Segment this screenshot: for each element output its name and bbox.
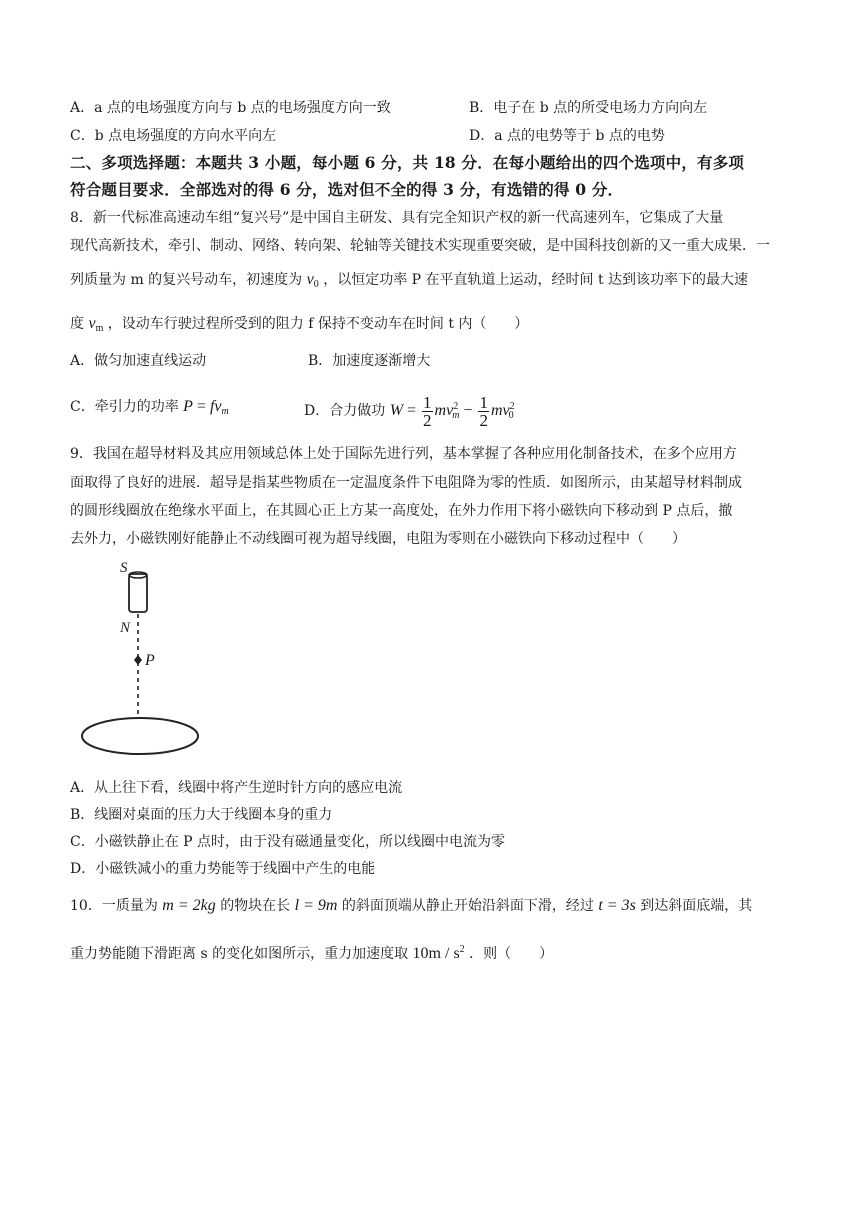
q10-stem-line1	[70, 896, 752, 916]
q8-line3-start: 列质量为 m 的复兴号动车，初速度为	[70, 272, 303, 288]
q9-stem-line1: 9．我国在超导材料及其应用领域总体上处于国际先进行列，基本掌握了各种应用化制备技术，在多个应用方	[70, 446, 737, 462]
q8-power-formula: $P = fv_m$	[183, 398, 229, 417]
section2-heading-line1: 二、多项选择题：本题共 3 小题，每小题 6 分，共 18 分．在每小题给出的四个选项中，有多项	[70, 153, 745, 172]
q8-line3-end: ，以恒定功率 P 在平直轨道上运动，经时间 t 达到该功率下的最大速	[323, 272, 749, 288]
q7-option-d: D．a 点的电势等于 b 点的电势	[469, 128, 665, 144]
section2-heading-line2: 符合题目要求．全部选对的得 6 分，选对但不全的得 3 分，有选错的得 0 分．	[70, 180, 624, 199]
q10-line1-part1: 10．一质量为	[70, 898, 158, 914]
q9-magnet-coil-figure	[70, 558, 230, 768]
q10-gravity-value: $10m / s^2$	[412, 944, 465, 962]
q10-line1-part3: 的斜面顶端从静止开始沿斜面下滑，经过	[341, 898, 594, 914]
q10-line1-part2: 的物块在长	[220, 898, 291, 914]
gravity-unit-text: 10m / s	[412, 945, 460, 962]
q7-option-c: C．b 点电场强度的方向水平向左	[70, 128, 277, 144]
q8-option-d	[304, 388, 514, 435]
q10-time-value: t = 3s	[598, 897, 636, 914]
q10-line1-part4: 到达斜面底端，其	[640, 898, 753, 914]
q9-option-b: B．线圈对桌面的压力大于线圈本身的重力	[70, 807, 333, 823]
q8-work-formula: W = $\frac{1}{2}$ $mv^2_m$ − $\frac{1}{2}$ $mv^2_0$	[389, 392, 515, 430]
q10-stem-line2	[70, 940, 553, 964]
q9-option-a: A．从上往下看，线圈中将产生逆时针方向的感应电流	[70, 780, 403, 796]
point-p-marker	[134, 655, 142, 665]
point-p-label: P	[145, 652, 155, 669]
magnet-icon	[129, 572, 147, 612]
q8-stem-line1: 8．新一代标准高速动车组“复兴号”是中国自主研发、具有完全知识产权的新一代高速列车，它集成了大量	[70, 210, 724, 226]
q9-stem-line2: 面取得了良好的进展．超导是指某些物质在一定温度条件下电阻降为零的性质．如图所示，由某超导材料制成	[70, 475, 742, 491]
q8-option-d-label: D．合力做功	[304, 403, 386, 419]
q8-option-a: A．做匀加速直线运动	[70, 353, 207, 369]
q8-vm-symbol: $v_m$	[88, 315, 104, 334]
q8-option-c-label: C．牵引力的功率	[70, 399, 179, 415]
q8-option-b: B．加速度逐渐增大	[308, 353, 431, 369]
superconducting-coil	[82, 718, 198, 754]
q7-option-a: A．a 点的电场强度方向与 b 点的电场强度方向一致	[70, 100, 391, 116]
q9-stem-line3: 的圆形线圈放在绝缘水平面上，在其圆心正上方某一高度处，在外力作用下将小磁铁向下移动到 P 点后，撤	[70, 503, 733, 519]
q8-line4-start: 度	[70, 316, 84, 332]
q9-stem-line4: 去外力，小磁铁刚好能静止不动线圈可视为超导线圈，电阻为零则在小磁铁向下移动过程中（ ）	[70, 531, 686, 547]
q7-option-b: B．电子在 b 点的所受电场力方向向左	[469, 100, 708, 116]
q9-option-c: C．小磁铁静止在 P 点时，由于没有磁通量变化，所以线圈中电流为零	[70, 834, 506, 850]
q9-option-d: D．小磁铁减小的重力势能等于线圈中产生的电能	[70, 861, 376, 877]
q10-line2-part2: ．则（ ）	[469, 946, 554, 962]
q10-line2-part1: 重力势能随下滑距离 s 的变化如图所示，重力加速度取	[70, 946, 409, 962]
q8-stem-line4	[70, 314, 528, 339]
magnet-s-label: S	[120, 560, 128, 576]
q10-mass-value: m = 2kg	[162, 897, 216, 914]
q8-option-c	[70, 397, 229, 422]
q8-line4-end: ，设动车行驶过程所受到的阻力 f 保持不变动车在时间 t 内（ ）	[107, 316, 529, 332]
q8-stem-line2: 现代高新技术，牵引、制动、网络、转向架、轮轴等关键技术实现重要突破，是中国科技创新的又一重大成果．一	[70, 238, 770, 254]
magnet-n-label: N	[120, 620, 131, 636]
q8-v0-symbol: $v_0$	[306, 271, 319, 290]
q8-stem-line3	[70, 270, 748, 295]
q10-length-value: l = 9m	[294, 897, 338, 914]
